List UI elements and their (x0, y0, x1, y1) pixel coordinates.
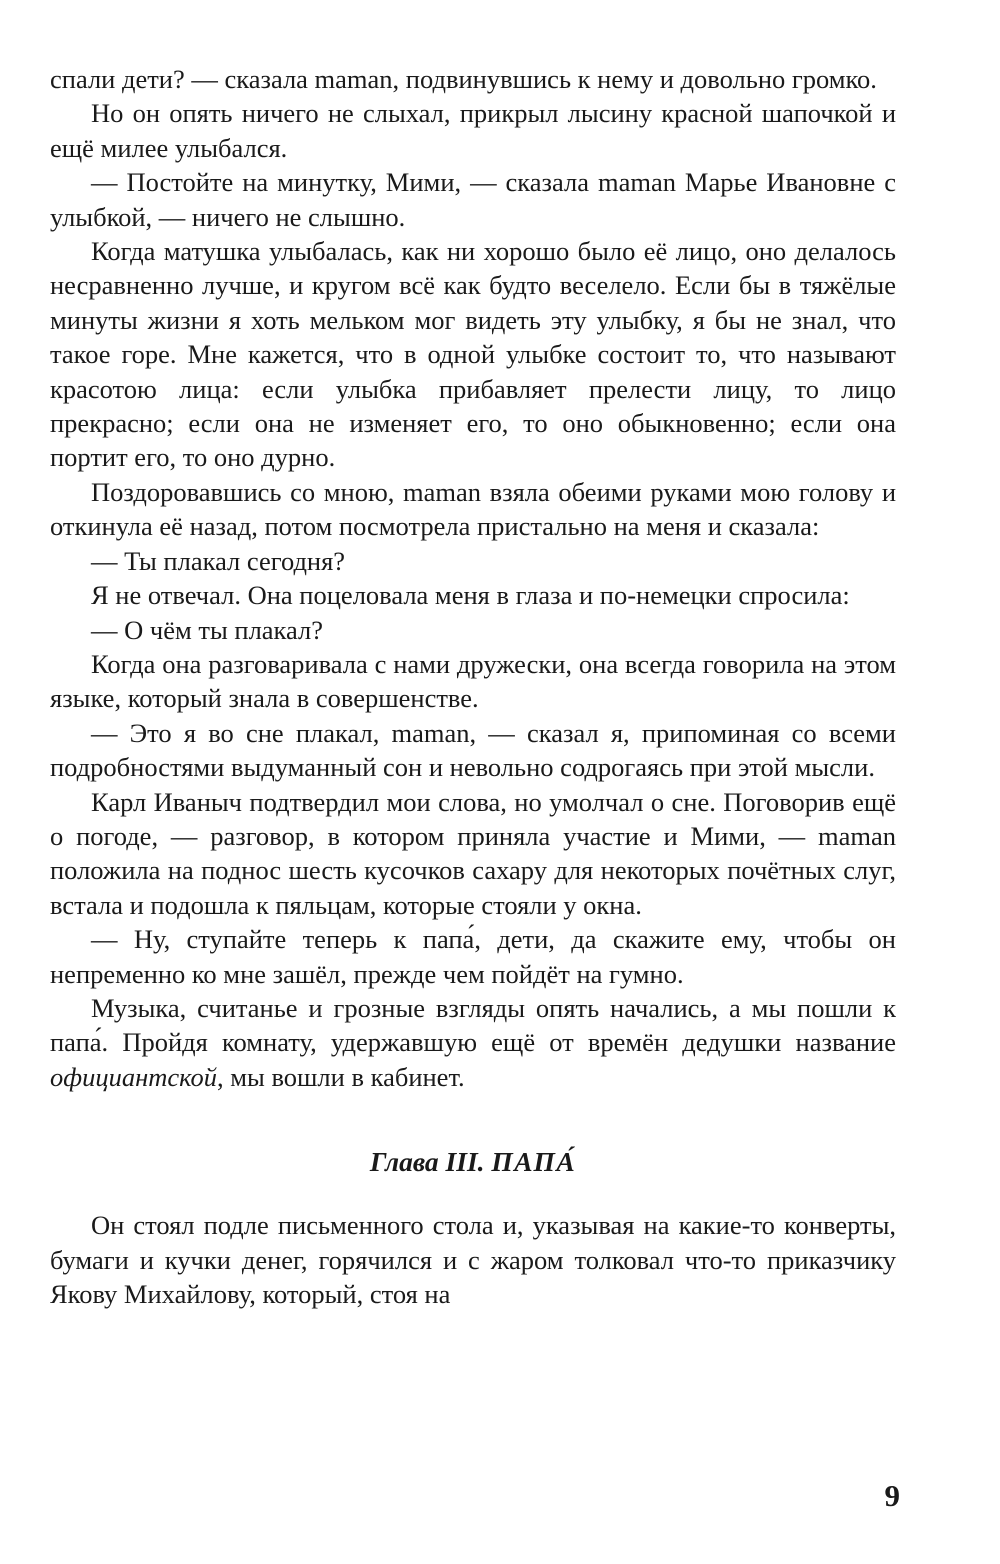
paragraph: — Ты плакал сегодня? (91, 545, 346, 576)
paragraph-with-emphasis (50, 991, 896, 1094)
paragraph: Я не отвечал. Она поцеловала меня в глаза и по-немецки спросила: (91, 580, 850, 611)
emphasis-word: официантской (50, 1061, 217, 1092)
paragraph: — О чём ты плакал? (91, 614, 324, 645)
chapter-heading (50, 1144, 896, 1180)
chapter-label: Глава III. (369, 1146, 485, 1178)
paragraph: — Ну, ступайте теперь к папа́, дети, да скажите ему, чтобы он непременно ко мне зашёл, прежде чем пойдёт на гумно. (50, 924, 896, 989)
paragraph: спали дети? — сказала maman, подвинувшись к нему и довольно громко. (50, 64, 877, 94)
paragraph: — Это я во сне плакал, maman, — сказал я, припоминая со всеми подробностями выдуманный сон и невольно содрогаясь при этой мысли. (50, 717, 896, 783)
paragraph: Когда она разговаривала с нами дружески, она всегда говорила на этом языке, который знала в совершенстве. (50, 648, 896, 714)
paragraph: Он стоял подле письменного стола и, указывая на какие-то конверты, бумаги и кучки денег, горячился и с жаром толковал что-то приказчику Якову Михайлову, который, стоя на (50, 1210, 896, 1309)
paragraph: Но он опять ничего не слыхал, прикрыл лысину красной шапочкой и ещё милее улыбался. (50, 98, 896, 163)
book-page (50, 62, 896, 1311)
paragraph: — Постойте на минутку, Мими, — сказала maman Марье Ивановне с улыбкой, — ничего не слышно. (50, 167, 896, 232)
paragraph: Поздоровавшись со мною, maman взяла обеими руками мою голову и откинула её назад, потом посмотрела пристально на меня и сказала: (50, 476, 896, 542)
page-number: 9 (884, 1478, 900, 1513)
paragraph: Карл Иваныч подтвердил мои слова, но умолчал о сне. Поговорив ещё о погоде, — разговор, в котором приняла участие и Мими, — maman положила на поднос шесть кусочков сахару для некоторых почётных слуг, встала и подошла к пяльцам, которые стояли у окна. (50, 786, 896, 920)
text-segment: Музыка, считанье и грозные взгляды опять начались, а мы пошли к папа́. Пройдя комнату, удержавшую ещё от времён дедушки название (50, 992, 896, 1058)
text-segment: , мы вошли в кабинет. (217, 1061, 465, 1092)
chapter-title: ПАПА́ (491, 1146, 577, 1178)
paragraph: Когда матушка улыбалась, как ни хорошо было её лицо, оно делалось несравненно лучше, и кругом всё как будто веселело. Если бы в тяжёлые минуты жизни я хоть мельком мог видеть эту улыбку, я бы не знал, что такое горе. Мне кажется, что в одной улыбке состоит то, что называют красотою лица: если улыбка прибавляет прелести лицу, то лицо прекрасно; если она не изменяет его, то оно обыкновенно; если она портит его, то оно дурно. (50, 236, 896, 473)
